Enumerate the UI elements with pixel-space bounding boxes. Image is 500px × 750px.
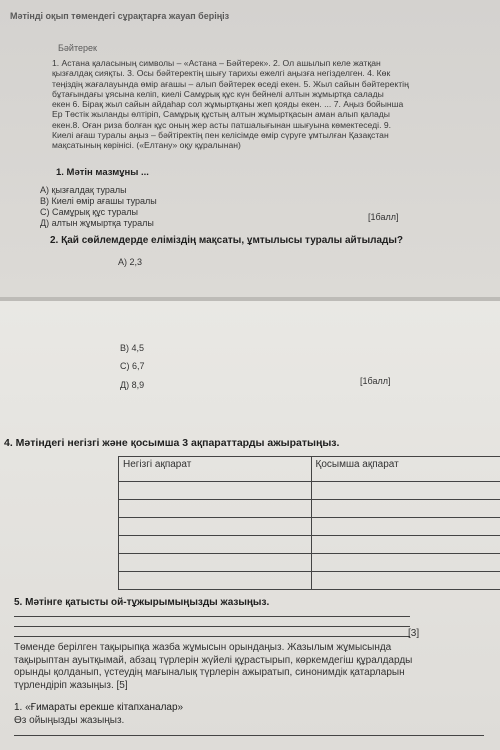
task-line: тақырыптан ауытқымай, абзац түрлерін жүйелі құрастырып, көркемдегіш құралдарды: [14, 654, 413, 666]
information-table: [118, 456, 500, 590]
table-cell[interactable]: [311, 500, 500, 518]
table-cell[interactable]: [311, 536, 500, 554]
q2-option-c[interactable]: С) 6,7: [120, 361, 145, 371]
q1-option-a[interactable]: А) қызғалдақ туралы: [40, 185, 127, 195]
reading-line: Киелі ағаш туралы аңыз – бәйтіректің пен келісімде өмір сүруге ұмтылған Қазақстан: [52, 130, 389, 141]
reading-line: мақсатының көрінісі. («Елтану» оқу құралынан): [52, 140, 241, 151]
reading-line: теңіздің жағалауында өмір ағашы – алып бәйтерек өседі екен. 5. Жыл сайын бәйтеректің: [52, 78, 409, 89]
q1-option-b[interactable]: В) Киелі өмір ағашы туралы: [40, 196, 157, 206]
table-cell[interactable]: [119, 536, 312, 554]
reading-line: екен.8. Оған риза болған құс оның жер асты патшалығынан шығуына көмектеседі. 9.: [52, 119, 392, 130]
table-cell[interactable]: [311, 554, 500, 572]
reading-line: 1. Астана қаласының символы – «Астана – Бәйтерек». 2. Ол ашылып келе жатқан: [52, 58, 381, 68]
q2-option-a[interactable]: А) 2,3: [118, 257, 143, 267]
task-line: түрлендіріп жазыңыз. [5]: [14, 679, 128, 691]
q1-option-d[interactable]: Д) алтын жұмыртқа туралы: [40, 218, 154, 228]
question-2: 2. Қай сөйлемдерде еліміздің мақсаты, ұмтылысы туралы айтылады?: [50, 235, 404, 246]
q2-option-b[interactable]: В) 4,5: [120, 343, 145, 353]
table-cell[interactable]: [119, 518, 312, 536]
answer-line[interactable]: [14, 626, 410, 627]
reading-passage: [52, 58, 492, 151]
q2-option-d[interactable]: Д) 8,9: [120, 380, 145, 390]
extra-info-header: Қосымша ақпарат: [311, 457, 500, 482]
worksheet-header: Мәтінді оқып төмендегі сұрақтарға жауап беріңіз: [10, 11, 230, 21]
table-cell[interactable]: [119, 500, 312, 518]
reading-line: бұтағындағы ұясына келіп, киелі Самұрық құс күн бейнелі алтын жұмыртқа салады: [52, 88, 384, 99]
reading-line: Ер Төстік жыланды өлтіріп, Самұрық құстың алтын жұмыртқасын аман алып қалады: [52, 109, 390, 120]
table-cell[interactable]: [311, 572, 500, 590]
q1-score: [1балл]: [368, 212, 399, 222]
question-5: 5. Мәтінге қатысты ой-тұжырымыңызды жазыңыз.: [14, 597, 270, 608]
table-cell[interactable]: [311, 518, 500, 536]
answer-line[interactable]: [14, 735, 484, 736]
table-cell[interactable]: [119, 554, 312, 572]
table-cell[interactable]: [119, 482, 312, 500]
task-instruction: Өз ойыңызды жазыңыз.: [14, 715, 125, 726]
q5-score: [3]: [408, 628, 420, 639]
q1-option-c[interactable]: С) Самұрық құс туралы: [40, 207, 138, 217]
task-topic: 1. «Ғимараты ерекше кітапханалар»: [14, 702, 184, 713]
question-4: 4. Мәтіндегі негізгі және қосымша 3 ақпараттарды ажыратыңыз.: [4, 437, 340, 449]
table-cell[interactable]: [119, 572, 312, 590]
task-line: Төменде берілген тақырыпқа жазба жұмысын орындаңыз. Жазылым жұмысында: [14, 642, 392, 653]
q2-score: [1балл]: [360, 376, 391, 386]
reading-title: Бәйтерек: [58, 43, 97, 53]
table-cell[interactable]: [311, 482, 500, 500]
page-fold: [0, 297, 500, 301]
reading-line: қызғалдақ сияқты. 3. Осы бәйтеректің шығу тарихы ежелгі аңызға негізделген. 4. Көк: [52, 68, 391, 79]
answer-line[interactable]: [14, 616, 410, 617]
main-info-header: Негізгі ақпарат: [119, 457, 312, 482]
task-line: орынды қолданып, үстеудің мағыналық түрлерін ажыратып, синонимдік қатарларын: [14, 667, 405, 679]
question-1: 1. Мәтін мазмұны ...: [56, 167, 149, 178]
reading-line: екен 6. Бірақ жыл сайын айдаһар сол жұмыртқаны жеп қояды екен. ... 7. Аңыз бойынша: [52, 99, 404, 110]
writing-task: [14, 642, 500, 692]
answer-line[interactable]: [14, 636, 410, 637]
